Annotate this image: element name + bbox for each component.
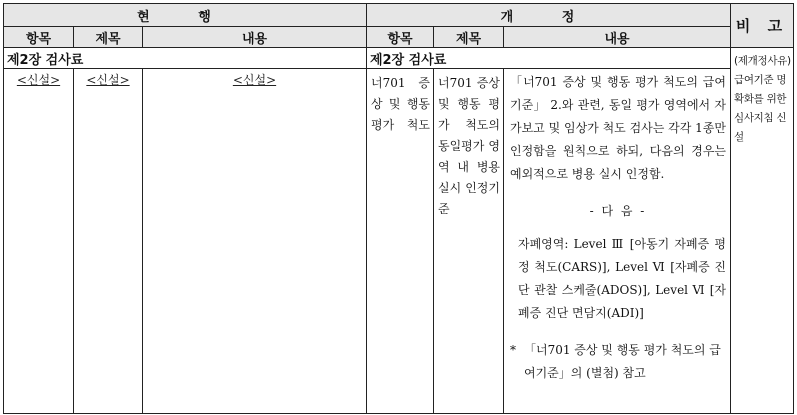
revised-divider-heading: - 다 음 - xyxy=(589,204,647,218)
current-title-new: <신설> xyxy=(74,69,143,414)
revised-item-text: 너701 증상 및 행동 평가 척도 xyxy=(371,76,430,132)
revised-item-cell xyxy=(367,69,434,414)
remarks-cell: (제개정사유) 급여기준 명확화를 위한 심사지침 신설 xyxy=(731,48,794,414)
revised-title-text: 너701 증상 및 행동 평가 척도의 동일평가 영역 내 병용 실시 인정기준 xyxy=(438,76,500,216)
current-header: 현 행 xyxy=(4,4,367,27)
current-item-header: 항목 xyxy=(4,27,74,48)
note-marker: * xyxy=(510,343,516,357)
revised-title-cell xyxy=(434,69,504,414)
note-text: 「너701 증상 및 행동 평가 척도의 급여기준」의 (별첨) 참고 xyxy=(524,343,721,380)
revised-item-header: 항목 xyxy=(367,27,434,48)
revised-note xyxy=(510,339,726,385)
current-item-new: <신설> xyxy=(4,69,74,414)
current-content-header: 내용 xyxy=(143,27,367,48)
revision-comparison-table xyxy=(3,3,794,414)
revised-title-header: 제목 xyxy=(434,27,504,48)
revised-header: 개 정 xyxy=(367,4,731,27)
remarks-header: 비 고 xyxy=(731,4,794,48)
revised-chapter-title: 제2장 검사료 xyxy=(367,48,731,69)
current-chapter-title: 제2장 검사료 xyxy=(4,48,367,69)
revised-content-cell xyxy=(504,69,731,414)
revised-paragraph-autism: 자폐영역: Level Ⅲ [아동기 자폐증 평정 척도(CARS)], Level Ⅵ [자폐증 진단 관찰 스케줄(ADOS)], Level Ⅵ [자폐증 진단 면담지(ADI)] xyxy=(518,237,726,320)
comparison-table-page xyxy=(3,3,793,412)
revised-paragraph-main: 「너701 증상 및 행동 평가 척도의 급여기준」 2.와 관련, 동일 평가 영역에서 자가보고 및 임상가 척도 검사는 각각 1종만 인정함을 원칙으로 하되, 다음의 경우는 예외적으로 병용 실시 인정함. xyxy=(510,75,726,181)
current-title-header: 제목 xyxy=(74,27,143,48)
revised-content-header: 내용 xyxy=(504,27,731,48)
current-content-new: <신설> xyxy=(143,69,367,414)
